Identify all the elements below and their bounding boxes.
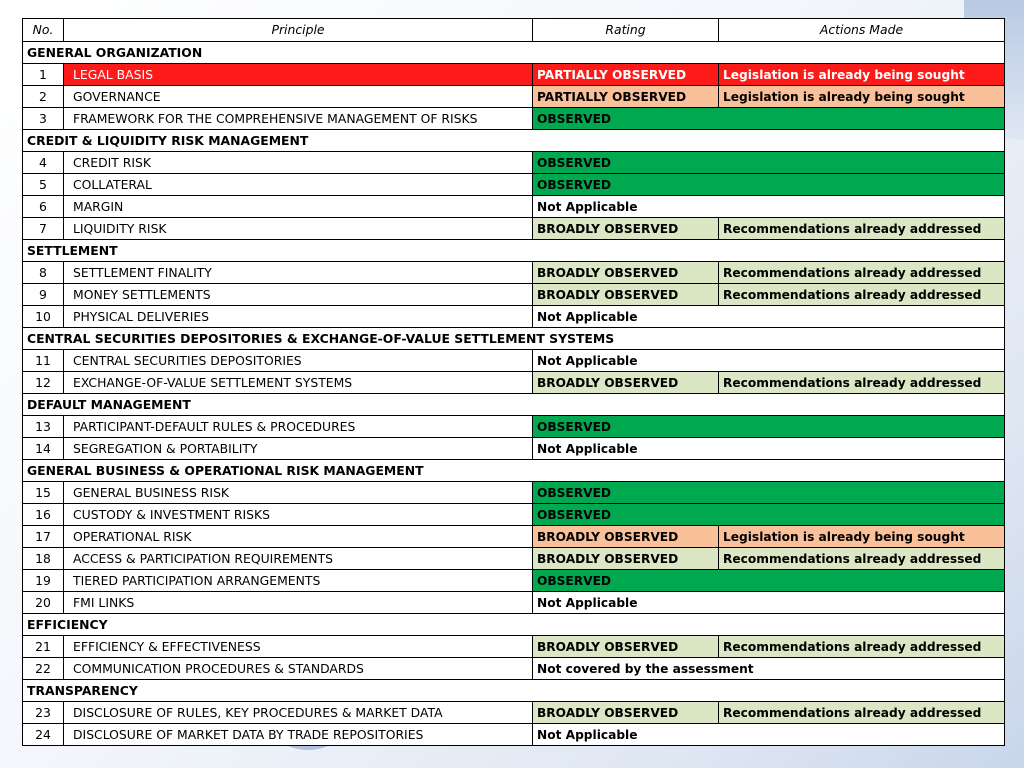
action-cell: Recommendations already addressed [719,284,1005,306]
rating-cell: OBSERVED [533,482,1005,504]
table-row [23,306,1005,328]
table-row [23,372,1005,394]
table-row [23,86,1005,108]
table-row [23,548,1005,570]
principle-number: 6 [23,196,64,218]
section-header-row [23,130,1005,152]
header-principle: Principle [64,19,533,42]
principle-name: LIQUIDITY RISK [64,218,533,240]
table-row [23,438,1005,460]
table-row [23,262,1005,284]
principle-number: 13 [23,416,64,438]
principle-number: 21 [23,636,64,658]
table-row [23,658,1005,680]
table-row [23,702,1005,724]
principle-number: 23 [23,702,64,724]
header-rating: Rating [533,19,719,42]
table-row [23,526,1005,548]
principle-name: COMMUNICATION PROCEDURES & STANDARDS [64,658,533,680]
section-header-row [23,614,1005,636]
principle-number: 20 [23,592,64,614]
rating-cell: OBSERVED [533,416,1005,438]
principle-number: 5 [23,174,64,196]
principle-name: CUSTODY & INVESTMENT RISKS [64,504,533,526]
principle-name: GENERAL BUSINESS RISK [64,482,533,504]
table-row [23,108,1005,130]
rating-cell: BROADLY OBSERVED [533,526,719,548]
principle-name: EFFICIENCY & EFFECTIVENESS [64,636,533,658]
rating-cell: BROADLY OBSERVED [533,284,719,306]
table-row [23,350,1005,372]
principle-name: PHYSICAL DELIVERIES [64,306,533,328]
action-cell: Recommendations already addressed [719,372,1005,394]
principle-name: MONEY SETTLEMENTS [64,284,533,306]
table-row [23,592,1005,614]
rating-cell: OBSERVED [533,570,1005,592]
principle-number: 2 [23,86,64,108]
header-actions: Actions Made [719,19,1005,42]
action-cell: Legislation is already being sought [719,86,1005,108]
rating-cell: BROADLY OBSERVED [533,218,719,240]
rating-cell: PARTIALLY OBSERVED [533,64,719,86]
rating-cell: Not covered by the assessment [533,658,1005,680]
table-row [23,482,1005,504]
principle-number: 7 [23,218,64,240]
table-row [23,152,1005,174]
principle-name: PARTICIPANT-DEFAULT RULES & PROCEDURES [64,416,533,438]
action-cell: Recommendations already addressed [719,548,1005,570]
principle-number: 1 [23,64,64,86]
rating-cell: BROADLY OBSERVED [533,702,719,724]
rating-cell: OBSERVED [533,152,1005,174]
table-row [23,218,1005,240]
section-title: TRANSPARENCY [23,680,1005,702]
principle-name: ACCESS & PARTICIPATION REQUIREMENTS [64,548,533,570]
principle-number: 17 [23,526,64,548]
principle-number: 10 [23,306,64,328]
section-header-row [23,240,1005,262]
principle-name: TIERED PARTICIPATION ARRANGEMENTS [64,570,533,592]
table-row [23,64,1005,86]
table-row [23,504,1005,526]
principle-name: FRAMEWORK FOR THE COMPREHENSIVE MANAGEMENT OF RISKS [64,108,533,130]
section-title: SETTLEMENT [23,240,1005,262]
table-row [23,570,1005,592]
principle-number: 3 [23,108,64,130]
principle-number: 19 [23,570,64,592]
section-header-row [23,42,1005,64]
principle-number: 15 [23,482,64,504]
principle-name: MARGIN [64,196,533,218]
section-header-row [23,460,1005,482]
table-header-row [23,19,1005,42]
table-row [23,196,1005,218]
principle-number: 18 [23,548,64,570]
principle-name: FMI LINKS [64,592,533,614]
rating-cell: OBSERVED [533,108,1005,130]
section-header-row [23,328,1005,350]
rating-cell: Not Applicable [533,196,1005,218]
action-cell: Legislation is already being sought [719,64,1005,86]
rating-cell: PARTIALLY OBSERVED [533,86,719,108]
rating-cell: Not Applicable [533,306,1005,328]
principle-number: 24 [23,724,64,746]
principle-name: CENTRAL SECURITIES DEPOSITORIES [64,350,533,372]
table-row [23,416,1005,438]
rating-cell: BROADLY OBSERVED [533,636,719,658]
table-row [23,284,1005,306]
table-body [23,42,1005,746]
principle-name: GOVERNANCE [64,86,533,108]
rating-cell: OBSERVED [533,174,1005,196]
action-cell: Recommendations already addressed [719,262,1005,284]
action-cell: Legislation is already being sought [719,526,1005,548]
principle-number: 22 [23,658,64,680]
section-title: EFFICIENCY [23,614,1005,636]
header-no: No. [23,19,64,42]
principle-number: 11 [23,350,64,372]
rating-cell: Not Applicable [533,592,1005,614]
principle-number: 14 [23,438,64,460]
principle-number: 9 [23,284,64,306]
principle-name: DISCLOSURE OF RULES, KEY PROCEDURES & MARKET DATA [64,702,533,724]
section-header-row [23,680,1005,702]
principle-name: SETTLEMENT FINALITY [64,262,533,284]
section-title: GENERAL BUSINESS & OPERATIONAL RISK MANAGEMENT [23,460,1005,482]
rating-cell: BROADLY OBSERVED [533,372,719,394]
principle-name: CREDIT RISK [64,152,533,174]
principle-name: LEGAL BASIS [64,64,533,86]
section-title: DEFAULT MANAGEMENT [23,394,1005,416]
table-row [23,636,1005,658]
table-row [23,174,1005,196]
principle-number: 8 [23,262,64,284]
action-cell: Recommendations already addressed [719,702,1005,724]
pfmi-assessment-table [22,18,1005,746]
rating-cell: Not Applicable [533,438,1005,460]
rating-cell: OBSERVED [533,504,1005,526]
principle-name: OPERATIONAL RISK [64,526,533,548]
section-title: CENTRAL SECURITIES DEPOSITORIES & EXCHANGE-OF-VALUE SETTLEMENT SYSTEMS [23,328,1005,350]
section-header-row [23,394,1005,416]
principle-number: 12 [23,372,64,394]
principle-name: EXCHANGE-OF-VALUE SETTLEMENT SYSTEMS [64,372,533,394]
section-title: GENERAL ORGANIZATION [23,42,1005,64]
action-cell: Recommendations already addressed [719,636,1005,658]
principle-number: 4 [23,152,64,174]
principle-name: DISCLOSURE OF MARKET DATA BY TRADE REPOSITORIES [64,724,533,746]
action-cell: Recommendations already addressed [719,218,1005,240]
rating-cell: BROADLY OBSERVED [533,262,719,284]
principle-name: SEGREGATION & PORTABILITY [64,438,533,460]
rating-cell: Not Applicable [533,724,1005,746]
rating-cell: Not Applicable [533,350,1005,372]
table-row [23,724,1005,746]
section-title: CREDIT & LIQUIDITY RISK MANAGEMENT [23,130,1005,152]
principle-name: COLLATERAL [64,174,533,196]
principle-number: 16 [23,504,64,526]
rating-cell: BROADLY OBSERVED [533,548,719,570]
